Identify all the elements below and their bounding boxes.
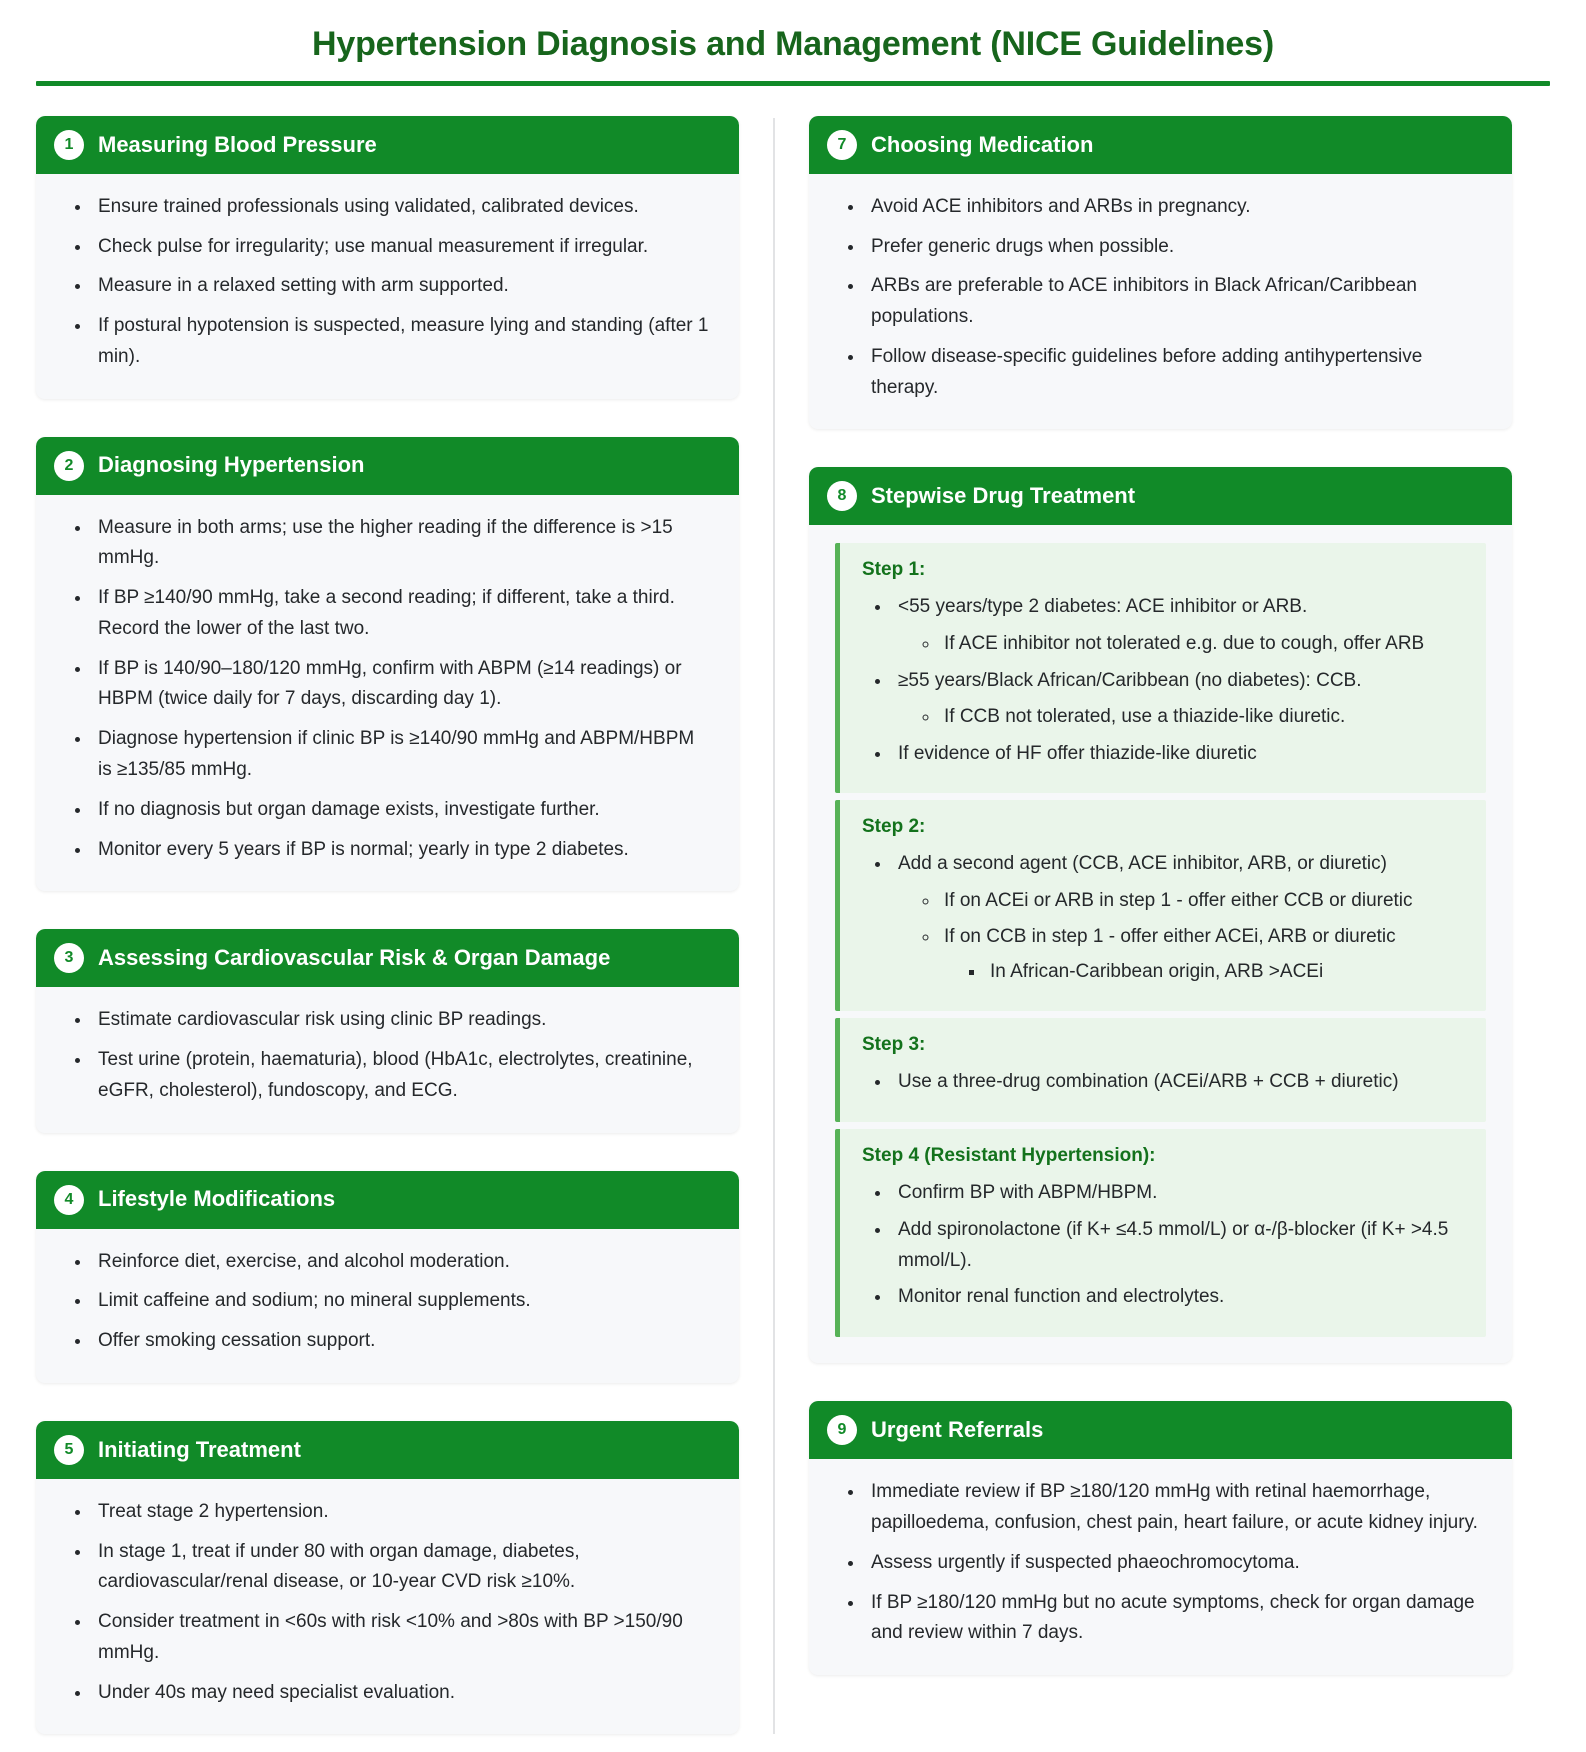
list-item (865, 271, 1486, 333)
list-item (92, 835, 713, 866)
section-number-badge: 1 (54, 130, 84, 160)
two-column-layout (0, 86, 1586, 1752)
list-item-text: Measure in a relaxed setting with arm supported. (98, 275, 509, 297)
section-number-badge: 8 (827, 481, 857, 511)
bullet-list-level-1 (62, 192, 713, 373)
list-item-text: If on CCB in step 1 - offer either ACEi, ARB or diuretic (944, 925, 1396, 947)
list-item (92, 311, 713, 373)
step-label: Step 4 (Resistant Hypertension): (862, 1145, 1156, 1167)
section-title: Initiating Treatment (98, 1436, 301, 1462)
section-title: Choosing Medication (871, 131, 1094, 157)
list-item-text: Monitor renal function and electrolytes. (898, 1286, 1225, 1308)
list-item (865, 342, 1486, 404)
list-item-text: Treat stage 2 hypertension. (98, 1500, 329, 1522)
list-item-text: Offer smoking cessation support. (98, 1330, 376, 1352)
section-header (36, 929, 739, 987)
section-card-3 (36, 929, 739, 1132)
list-item (92, 192, 713, 223)
section-body (36, 174, 739, 399)
list-item (892, 1215, 1466, 1277)
list-item (865, 1588, 1486, 1650)
section-header (809, 467, 1512, 525)
list-item (940, 702, 1466, 732)
list-item (92, 271, 713, 302)
step-box (835, 1018, 1486, 1122)
section-body (36, 1229, 739, 1383)
section-body (809, 1459, 1512, 1675)
bullet-list-level-1 (835, 192, 1486, 404)
section-header (36, 437, 739, 495)
bullet-list-level-1 (862, 592, 1466, 769)
step-box (835, 543, 1486, 793)
section-number-badge: 9 (827, 1415, 857, 1445)
list-item (92, 1045, 713, 1107)
list-item (892, 1178, 1466, 1209)
list-item-text: Avoid ACE inhibitors and ARBs in pregnancy. (871, 195, 1251, 217)
section-header (36, 116, 739, 174)
section-card-9 (809, 1401, 1512, 1675)
left-column (36, 116, 773, 1735)
list-item-text: Assess urgently if suspected phaeochromocytoma. (871, 1551, 1300, 1573)
bullet-list-level-1 (62, 1497, 713, 1709)
list-item (892, 592, 1466, 659)
section-title: Assessing Cardiovascular Risk & Organ Damage (98, 945, 611, 971)
list-item-text: If on ACEi or ARB in step 1 - offer either CCB or diuretic (944, 890, 1413, 912)
list-item-text: Add a second agent (CCB, ACE inhibitor, ARB, or diuretic) (898, 853, 1387, 875)
list-item (92, 1678, 713, 1709)
list-item-text: Confirm BP with ABPM/HBPM. (898, 1182, 1158, 1204)
section-card-4 (36, 1171, 739, 1383)
list-item-text: Monitor every 5 years if BP is normal; yearly in type 2 diabetes. (98, 838, 629, 860)
list-item-text: If BP ≥140/90 mmHg, take a second reading; if different, take a third. Record the lower of the last two. (98, 587, 675, 639)
list-item-text: If CCB not tolerated, use a thiazide-like diuretic. (944, 706, 1346, 728)
section-number-badge: 4 (54, 1185, 84, 1215)
list-item-text: Reinforce diet, exercise, and alcohol moderation. (98, 1250, 510, 1272)
section-card-7 (809, 116, 1512, 430)
section-body (809, 525, 1512, 1363)
list-item (892, 666, 1466, 733)
list-item-text: If no diagnosis but organ damage exists, investigate further. (98, 798, 600, 820)
bullet-list-level-2 (898, 886, 1466, 987)
list-item-text: If ACE inhibitor not tolerated e.g. due to cough, offer ARB (944, 633, 1425, 655)
section-title: Measuring Blood Pressure (98, 131, 377, 157)
section-body (36, 495, 739, 892)
section-header (36, 1421, 739, 1479)
section-card-2 (36, 437, 739, 892)
section-header (809, 116, 1512, 174)
list-item-text: Immediate review if BP ≥180/120 mmHg with retinal haemorrhage, papilloedema, confusion, chest pain, heart failure, or acute kidney injury. (871, 1481, 1478, 1533)
list-item-text: Test urine (protein, haematuria), blood (HbA1c, electrolytes, creatinine, eGFR, cholesterol), fundoscopy, and ECG. (98, 1049, 693, 1101)
list-item-text: ARBs are preferable to ACE inhibitors in Black African/Caribbean populations. (871, 275, 1417, 328)
list-item-text: Prefer generic drugs when possible. (871, 235, 1175, 257)
list-item-text: <55 years/type 2 diabetes: ACE inhibitor or ARB. (898, 596, 1308, 618)
bullet-list-level-1 (62, 1005, 713, 1106)
list-item (92, 513, 713, 575)
page-title: Hypertension Diagnosis and Management (NICE Guidelines) (312, 25, 1274, 63)
section-body (809, 174, 1512, 430)
list-item (92, 1497, 713, 1528)
bullet-list-level-1 (62, 513, 713, 866)
list-item (892, 739, 1466, 770)
list-item-text: Follow disease-specific guidelines before adding antihypertensive therapy. (871, 345, 1423, 398)
list-item (986, 957, 1466, 987)
section-body (36, 987, 739, 1132)
section-header (36, 1171, 739, 1229)
list-item (92, 724, 713, 786)
list-item (92, 1286, 713, 1317)
list-item (865, 1548, 1486, 1579)
list-item (892, 1282, 1466, 1313)
list-item (865, 232, 1486, 263)
list-item-text: Measure in both arms; use the higher reading if the difference is >15 mmHg. (98, 516, 673, 569)
section-header (809, 1401, 1512, 1459)
list-item (92, 1607, 713, 1669)
section-body (36, 1479, 739, 1735)
list-item-text: If BP is 140/90–180/120 mmHg, confirm with ABPM (≥14 readings) or HBPM (twice daily for 7 days, discarding day 1). (98, 657, 682, 710)
list-item-text: Diagnose hypertension if clinic BP is ≥140/90 mmHg and ABPM/HBPM is ≥135/85 mmHg. (98, 728, 695, 780)
list-item-text: ≥55 years/Black African/Caribbean (no diabetes): CCB. (898, 669, 1362, 691)
list-item (92, 795, 713, 826)
list-item-text: If BP ≥180/120 mmHg but no acute symptoms, check for organ damage and review within 7 days. (871, 1591, 1475, 1644)
section-title: Diagnosing Hypertension (98, 452, 365, 478)
bullet-list-level-3 (944, 957, 1466, 987)
list-item-text: Estimate cardiovascular risk using clinic BP readings. (98, 1009, 547, 1031)
list-item-text: Ensure trained professionals using validated, calibrated devices. (98, 195, 639, 217)
step-label: Step 2: (862, 816, 926, 838)
section-number-badge: 5 (54, 1435, 84, 1465)
section-title: Lifestyle Modifications (98, 1186, 336, 1212)
step-list (835, 543, 1486, 1337)
list-item (92, 1005, 713, 1036)
list-item (940, 922, 1466, 988)
list-item (940, 886, 1466, 916)
bullet-list-level-1 (62, 1247, 713, 1357)
bullet-list-level-1 (835, 1477, 1486, 1649)
bullet-list-level-1 (862, 1067, 1466, 1098)
section-number-badge: 2 (54, 451, 84, 481)
step-label: Step 3: (862, 1034, 926, 1056)
bullet-list-level-1 (862, 849, 1466, 987)
list-item-text: If postural hypotension is suspected, measure lying and standing (after 1 min). (98, 315, 709, 367)
list-item (92, 232, 713, 263)
section-number-badge: 7 (827, 130, 857, 160)
step-label: Step 1: (862, 559, 926, 581)
section-card-1 (36, 116, 739, 399)
step-box (835, 1129, 1486, 1337)
bullet-list-level-1 (862, 1178, 1466, 1313)
list-item (92, 583, 713, 645)
list-item (92, 1537, 713, 1599)
list-item-text: Consider treatment in <60s with risk <10% and >80s with BP >150/90 mmHg. (98, 1611, 683, 1663)
list-item-text: Under 40s may need specialist evaluation. (98, 1681, 455, 1703)
section-card-5 (36, 1421, 739, 1735)
list-item (92, 1247, 713, 1278)
section-card-8 (809, 467, 1512, 1363)
step-box (835, 800, 1486, 1011)
list-item-text: Add spironolactone (if K+ ≤4.5 mmol/L) or α-/β-blocker (if K+ >4.5 mmol/L). (898, 1218, 1449, 1271)
section-number-badge: 3 (54, 943, 84, 973)
section-title: Urgent Referrals (871, 1417, 1044, 1443)
bullet-list-level-2 (898, 702, 1466, 732)
list-item (940, 629, 1466, 659)
list-item-text: Use a three-drug combination (ACEi/ARB + CCB + diuretic) (898, 1071, 1399, 1093)
list-item-text: In African-Caribbean origin, ARB >ACEi (990, 961, 1324, 983)
right-column (775, 116, 1512, 1675)
list-item (892, 849, 1466, 987)
list-item (865, 1477, 1486, 1539)
list-item (865, 192, 1486, 223)
list-item (92, 1326, 713, 1357)
list-item-text: Limit caffeine and sodium; no mineral supplements. (98, 1290, 531, 1312)
list-item-text: If evidence of HF offer thiazide-like diuretic (898, 742, 1257, 764)
list-item (92, 654, 713, 716)
list-item (892, 1067, 1466, 1098)
bullet-list-level-2 (898, 629, 1466, 659)
list-item-text: Check pulse for irregularity; use manual measurement if irregular. (98, 235, 649, 257)
section-title: Stepwise Drug Treatment (871, 483, 1136, 509)
list-item-text: In stage 1, treat if under 80 with organ damage, diabetes, cardiovascular/renal disease, or 10-year CVD risk ≥10%. (98, 1540, 580, 1593)
